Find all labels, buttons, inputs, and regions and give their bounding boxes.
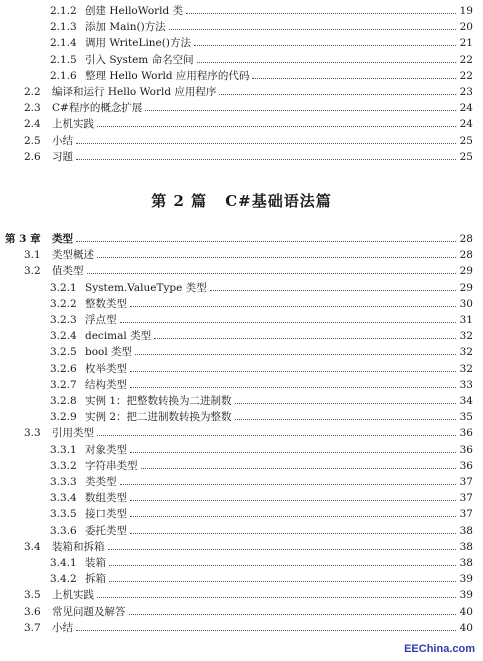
toc-entry-page-number: 30: [459, 297, 473, 310]
dot-leader: [97, 125, 456, 127]
toc-entry[interactable]: [0, 394, 473, 408]
toc-entry-number: 2.1.4: [50, 37, 77, 50]
toc-entry-page-number: 23: [459, 86, 473, 98]
toc-entry[interactable]: [0, 443, 473, 457]
dot-leader: [97, 256, 456, 258]
toc-entry-number: 3.2.9: [50, 411, 77, 424]
toc-entry-number: 3.1: [24, 249, 41, 262]
dot-leader: [186, 12, 456, 14]
watermark: EEChina.com: [404, 643, 475, 655]
dot-leader: [145, 109, 456, 111]
dot-leader: [197, 61, 456, 63]
toc-entry[interactable]: [0, 378, 473, 392]
toc-entry[interactable]: [0, 556, 473, 570]
dot-leader: [97, 434, 456, 436]
toc-entry[interactable]: [0, 362, 473, 376]
toc-entry-page-number: 28: [459, 249, 473, 262]
toc-entry-number: 3.3.1: [50, 443, 77, 456]
toc-entry[interactable]: [0, 491, 473, 505]
toc-entry-number: 2.3: [24, 102, 41, 115]
toc-entry-title: 装箱和拆箱: [52, 540, 105, 553]
toc-entry[interactable]: [0, 85, 473, 99]
toc-entry-page-number: 29: [459, 281, 473, 294]
toc-entry[interactable]: [0, 345, 473, 359]
dot-leader: [135, 353, 456, 355]
toc-entry-number: 2.1.5: [50, 53, 77, 66]
toc-entry-title: bool 类型: [85, 346, 133, 359]
toc-entry-number: 3.2: [24, 265, 41, 278]
dot-leader: [130, 386, 456, 388]
toc-entry-page-number: 37: [459, 492, 473, 505]
dot-leader: [120, 483, 457, 485]
part-label: 第 2 篇: [151, 192, 208, 210]
toc-entry[interactable]: [0, 101, 473, 115]
dot-leader: [76, 240, 456, 242]
toc-entry-page-number: 32: [459, 346, 473, 359]
toc-entry[interactable]: [0, 297, 473, 311]
toc-entry[interactable]: [0, 475, 473, 489]
dot-leader: [109, 580, 456, 582]
toc-entry[interactable]: [0, 329, 473, 343]
toc-entry-number: 3.2.6: [50, 362, 77, 375]
toc-entry-number: 3.4: [24, 540, 41, 553]
toc-entry-number: 3.2.5: [50, 346, 77, 359]
toc-entry-page-number: 38: [459, 557, 473, 569]
toc-entry-number: 3.3: [24, 427, 41, 440]
toc-entry-title: 类类型: [85, 476, 117, 488]
toc-entry[interactable]: [0, 264, 473, 278]
toc-entry-number: 2.6: [24, 150, 41, 163]
toc-entry-title: 结构类型: [85, 378, 127, 391]
toc-entry[interactable]: [0, 410, 473, 424]
toc-entry-title: 调用 WriteLine()方法: [85, 37, 191, 50]
toc-entry-number: 3.2.4: [50, 330, 77, 343]
toc-entry-page-number: 35: [459, 411, 473, 424]
toc-entry[interactable]: [0, 621, 473, 635]
toc-entry[interactable]: [0, 53, 473, 67]
toc-entry-title: 常见问题及解答: [52, 605, 126, 618]
toc-entry-page-number: 39: [459, 589, 473, 602]
toc-entry[interactable]: [0, 540, 473, 554]
toc-entry-title: 小结: [52, 134, 73, 147]
dot-leader: [235, 418, 456, 420]
toc-entry[interactable]: [0, 117, 473, 131]
toc-entry-page-number: 36: [459, 443, 473, 456]
dot-leader: [108, 548, 457, 550]
toc-entry-page-number: 38: [459, 524, 473, 537]
toc-entry-title: 值类型: [52, 265, 84, 278]
toc-entry-number: 3.2.2: [50, 297, 77, 310]
toc-entry-title: 实例 1：把整数转换为二进制数: [85, 395, 232, 407]
dot-leader: [120, 321, 457, 323]
toc-entry-title: 添加 Main()方法: [85, 21, 166, 34]
toc-entry-number: 3.6: [24, 605, 41, 618]
dot-leader: [76, 158, 456, 160]
dot-leader: [130, 370, 456, 372]
toc-entry-title: 接口类型: [85, 508, 127, 521]
toc-entry-number: 3.4.1: [50, 557, 77, 569]
toc-entry-number: 3.3.3: [50, 476, 77, 488]
toc-entry-title: 类型: [52, 233, 73, 245]
toc-entry-title: 习题: [52, 150, 73, 163]
toc-entry-page-number: 29: [459, 265, 473, 278]
toc-entry-number: 3.2.3: [50, 314, 77, 326]
toc-entry-number: 2.4: [24, 118, 41, 131]
toc-entry-number: 3.3.5: [50, 508, 77, 521]
toc-entry-title: 对象类型: [85, 443, 127, 456]
toc-entry[interactable]: [0, 248, 473, 262]
toc-entry[interactable]: [0, 36, 473, 50]
toc-entry-page-number: 36: [459, 459, 473, 472]
dot-leader: [76, 629, 456, 631]
toc-entry-page-number: 21: [459, 37, 473, 50]
toc-entry[interactable]: [0, 507, 473, 521]
toc-entry-title: 小结: [52, 621, 73, 634]
toc-entry-title: 枚举类型: [85, 362, 127, 375]
toc-entry-page-number: 25: [459, 150, 473, 163]
toc-entry-page-number: 32: [459, 330, 473, 343]
toc-entry-number: 3.4.2: [50, 573, 77, 586]
toc-entry-page-number: 22: [459, 53, 473, 66]
toc-entry-page-number: 38: [459, 540, 473, 553]
toc-entry-title: 实例 2：把二进制数转换为整数: [85, 411, 232, 424]
dot-leader: [130, 305, 456, 307]
toc-entry-title: 整数类型: [85, 297, 127, 310]
dot-leader: [130, 499, 456, 501]
toc-entry-title: 创建 HelloWorld 类: [85, 5, 184, 17]
toc-entry-title: C#程序的概念扩展: [52, 102, 143, 115]
toc-chapter-entry[interactable]: [0, 232, 473, 246]
toc-entry-page-number: 19: [459, 5, 473, 17]
toc-entry-page-number: 31: [459, 314, 473, 326]
toc-entry-number: 2.2: [24, 86, 41, 98]
toc-entry-number: 3.3.2: [50, 459, 77, 472]
toc-entry[interactable]: [0, 588, 473, 602]
dot-leader: [130, 532, 456, 534]
toc-entry-number: 2.1.6: [50, 69, 77, 82]
toc-entry[interactable]: [0, 426, 473, 440]
toc-entry-page-number: 24: [459, 102, 473, 115]
dot-leader: [87, 272, 457, 274]
toc-entry-title: 整理 Hello World 应用程序的代码: [85, 69, 250, 82]
dot-leader: [154, 337, 456, 339]
toc-entry-number: 3.3.6: [50, 524, 77, 537]
toc-entry-page-number: 40: [459, 605, 473, 618]
toc-entry-number: 第 3 章: [5, 233, 41, 245]
dot-leader: [76, 142, 456, 144]
toc-entry[interactable]: [0, 281, 473, 295]
toc-entry-number: 3.7: [24, 621, 41, 634]
dot-leader: [141, 467, 457, 469]
toc-entry-number: 2.1.2: [50, 5, 77, 17]
toc-entry-title: 上机实践: [52, 118, 94, 131]
toc-entry-title: 数组类型: [85, 492, 127, 505]
toc-entry-number: 2.5: [24, 134, 41, 147]
toc-entry-title: 编译和运行 Hello World 应用程序: [52, 86, 217, 98]
toc-entry[interactable]: [0, 134, 473, 148]
toc-entry-title: 浮点型: [85, 314, 117, 326]
toc-entry-page-number: 33: [459, 378, 473, 391]
part-title-text: C#基础语法篇: [225, 192, 332, 210]
dot-leader: [130, 515, 456, 517]
toc-entry-title: 委托类型: [85, 524, 127, 537]
dot-leader: [130, 451, 456, 453]
toc-entry-page-number: 28: [459, 233, 473, 245]
toc-entry-page-number: 22: [459, 69, 473, 82]
dot-leader: [97, 596, 456, 598]
toc-entry-title: 拆箱: [85, 573, 106, 586]
toc-entry-number: 3.3.4: [50, 492, 77, 505]
toc-entry-number: 3.2.8: [50, 395, 77, 407]
toc-entry-title: 类型概述: [52, 249, 94, 262]
toc-entry-page-number: 36: [459, 427, 473, 440]
toc-entry[interactable]: [0, 572, 473, 586]
dot-leader: [109, 564, 456, 566]
toc-entry[interactable]: [0, 4, 473, 18]
toc-entry-page-number: 37: [459, 476, 473, 488]
toc-entry[interactable]: [0, 20, 473, 34]
toc-entry-title: 引入 System 命名空间: [85, 53, 194, 66]
dot-leader: [129, 613, 457, 615]
toc-entry-number: 3.5: [24, 589, 41, 602]
toc-entry-page-number: 39: [459, 573, 473, 586]
toc-entry[interactable]: [0, 605, 473, 619]
toc-entry-title: 装箱: [85, 557, 106, 569]
toc-entry-number: 2.1.3: [50, 21, 77, 34]
toc-entry-page-number: 20: [459, 21, 473, 34]
dot-leader: [169, 28, 456, 30]
toc-entry[interactable]: [0, 69, 473, 83]
toc-entry-page-number: 40: [459, 621, 473, 634]
toc-entry-title: decimal 类型: [85, 330, 152, 343]
dot-leader: [219, 93, 456, 95]
toc-entry-page-number: 37: [459, 508, 473, 521]
toc-entry[interactable]: [0, 313, 473, 327]
toc-entry-page-number: 24: [459, 118, 473, 131]
toc-entry[interactable]: [0, 459, 473, 473]
toc-entry[interactable]: [0, 524, 473, 538]
dot-leader: [252, 77, 456, 79]
toc-entry-title: 字符串类型: [85, 459, 138, 472]
toc-entry[interactable]: [0, 150, 473, 164]
toc-entry-page-number: 25: [459, 134, 473, 147]
part-heading: [0, 190, 483, 211]
toc-entry-title: 上机实践: [52, 589, 94, 602]
toc-entry-page-number: 34: [459, 395, 473, 407]
toc-entry-title: 引用类型: [52, 427, 94, 440]
toc-entry-page-number: 32: [459, 362, 473, 375]
dot-leader: [194, 44, 456, 46]
dot-leader: [210, 289, 456, 291]
toc-entry-title: System.ValueType 类型: [85, 281, 207, 294]
toc-entry-number: 3.2.1: [50, 281, 77, 294]
toc-entry-number: 3.2.7: [50, 378, 77, 391]
dot-leader: [235, 402, 456, 404]
